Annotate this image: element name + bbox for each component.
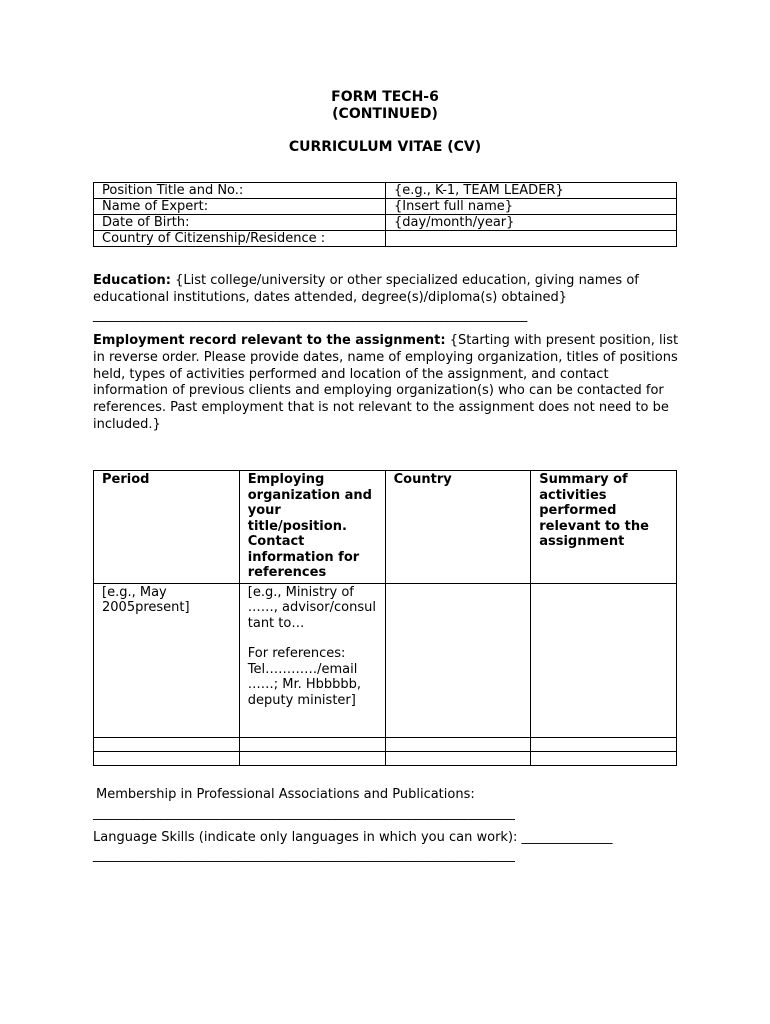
expert-info-table bbox=[93, 182, 677, 247]
employment-section bbox=[93, 333, 683, 434]
info-value[interactable]: {Insert full name} bbox=[386, 199, 677, 215]
info-label: Country of Citizenship/Residence : bbox=[94, 231, 386, 247]
employment-table bbox=[93, 470, 677, 766]
info-row bbox=[94, 199, 677, 215]
cv-title: CURRICULUM VITAE (CV) bbox=[288, 139, 482, 155]
education-underline: ______________________________________________________________________ bbox=[93, 308, 528, 323]
form-title: FORM TECH-6 bbox=[331, 89, 439, 105]
blank-cell[interactable] bbox=[94, 737, 240, 751]
example-country[interactable] bbox=[385, 583, 531, 737]
info-label: Position Title and No.: bbox=[94, 183, 386, 199]
membership-label: Membership in Professional Associations and Publications: bbox=[96, 787, 475, 802]
info-row bbox=[94, 183, 677, 199]
info-label: Date of Birth: bbox=[94, 215, 386, 231]
blank-cell[interactable] bbox=[531, 751, 677, 765]
employment-blank-row bbox=[94, 737, 677, 751]
info-row bbox=[94, 215, 677, 231]
blank-cell[interactable] bbox=[239, 751, 385, 765]
header-country: Country bbox=[385, 471, 531, 584]
form-continued: (CONTINUED) bbox=[332, 106, 438, 122]
blank-cell[interactable] bbox=[385, 751, 531, 765]
info-label: Name of Expert: bbox=[94, 199, 386, 215]
education-section bbox=[93, 273, 683, 307]
info-value[interactable]: {e.g., K-1, TEAM LEADER} bbox=[386, 183, 677, 199]
info-row bbox=[94, 231, 677, 247]
blank-cell[interactable] bbox=[385, 737, 531, 751]
blank-cell[interactable] bbox=[239, 737, 385, 751]
employment-label: Employment record relevant to the assignment: bbox=[93, 333, 446, 348]
employment-example-row bbox=[94, 583, 677, 737]
header-employing-organization: Employing organization and your title/position. Contact information for references bbox=[239, 471, 385, 584]
header-summary: Summary of activities performed relevant to the assignment bbox=[531, 471, 677, 584]
employment-blank-row bbox=[94, 751, 677, 765]
language-skills-label: Language Skills (indicate only languages in which you can work): ______________ bbox=[93, 830, 613, 845]
info-value[interactable]: {day/month/year} bbox=[386, 215, 677, 231]
example-references: For references: Tel…………/email ……; Mr. Hbbbbb, deputy minister] bbox=[247, 646, 362, 708]
language-underline: ____________________________________________________________________ bbox=[93, 848, 515, 863]
example-organization: [e.g., Ministry of ……, advisor/consultant to… bbox=[247, 584, 376, 631]
example-organization-cell[interactable] bbox=[239, 583, 385, 737]
example-period[interactable]: [e.g., May 2005present] bbox=[94, 583, 240, 737]
header-period: Period bbox=[94, 471, 240, 584]
employment-header-row bbox=[94, 471, 677, 584]
education-text: {List college/university or other specialized education, giving names of educational institutions, dates attended, degree(s)/diploma(s) obtained} bbox=[93, 273, 639, 305]
blank-cell[interactable] bbox=[94, 751, 240, 765]
education-label: Education: bbox=[93, 273, 171, 288]
blank-cell[interactable] bbox=[531, 737, 677, 751]
membership-underline: ____________________________________________________________________ bbox=[93, 806, 515, 821]
example-summary[interactable] bbox=[531, 583, 677, 737]
employment-text: {Starting with present position, list in reverse order. Please provide dates, name of employing organization, titles of positions held, types of activities performed and location of the assignment, and contact information of previous clients and employing organization(s) who can be contacted for references. Past employment that is not relevant to the assignment does not need to be included.} bbox=[93, 333, 679, 432]
info-value[interactable] bbox=[386, 231, 677, 247]
